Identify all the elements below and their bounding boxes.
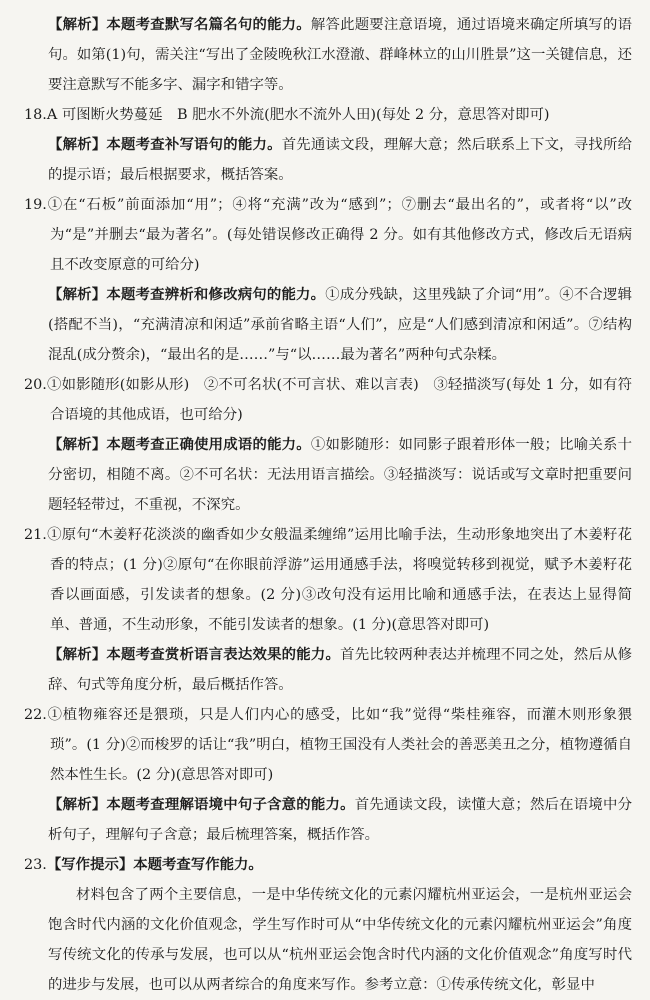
section-tag: 【解析】 [48,437,107,453]
section-tag: 【解析】 [48,137,107,153]
paragraph-text: ①如影随形(如影从形) ②不可名状(不可言状、难以言表) ③轻描淡写(每处 1 分，如有符合语境的其他成语，也可给分) [46,377,632,423]
analysis-paragraph [24,10,632,100]
question-answer [24,520,632,640]
question-number: 23. [24,857,47,873]
question-answer [24,370,632,430]
analysis-heading: 本题考查赏析语言表达效果的能力。 [106,647,341,663]
paragraph-text: ①植物雍容还是猥琐，只是人们内心的感受，比如“我”觉得“柴桂雍容，而灌木则形象猥琐”。(1 分)②而梭罗的话让“我”明白，植物王国没有人类社会的善恶美丑之分，植物遵循自然本性生长。(2 分)(意思答对即可) [46,707,632,783]
question-answer [24,700,632,790]
paragraph-text: 材料包含了两个主要信息，一是中华传统文化的元素闪耀杭州亚运会，一是杭州亚运会饱含时代内涵的文化价值观念，学生写作时可从“中华传统文化的元素闪耀杭州亚运会”角度写传统文化的传承与发展，也可以从“杭州亚运会饱含时代内涵的文化价值观念”角度写时代的进步与发展，也可以从两者综合的角度来写作。参考立意：①传承传统文化，彰显中 [48,887,632,993]
question-number: 18. [24,107,47,123]
question-answer [24,190,632,280]
analysis-paragraph [24,640,632,700]
question-number: 21. [24,527,47,543]
analysis-paragraph [24,280,632,370]
paragraph-text: ①原句“木姜籽花淡淡的幽香如少女般温柔缠绵”运用比喻手法，生动形象地突出了木姜籽花香的特点；(1 分)②原句“在你眼前浮游”运用通感手法，将嗅觉转移到视觉，赋予木姜籽花香以画面感，引发读者的想象。(2 分)③改句没有运用比喻和通感手法，在表达上显得简单、普通，不生动形象，不能引发读者的想象。(1 分)(意思答对即可) [46,527,632,633]
section-tag: 【解析】 [48,287,107,303]
analysis-heading: 本题考查补写语句的能力。 [106,137,282,153]
question-number: 22. [24,707,47,723]
analysis-paragraph [24,790,632,850]
analysis-heading: 本题考查写作能力。 [133,857,263,873]
question-number: 20. [24,377,47,393]
paragraph-text: A 可图断火势蔓延 B 肥水不外流(肥水不流外人田)(每处 2 分，意思答对即可) [46,107,550,123]
paragraph-text: 解答此题要注意语境，通过语境来确定所填写的语句。如第(1)句，需关注“写出了金陵晚秋江水澄澈、群峰林立的山川胜景”这一关键信息，还要注意默写不能多字、漏字和错字等。 [48,17,632,93]
paragraph-text: 首先通读文段，读懂大意；然后在语境中分析句子，理解句子含意；最后梳理答案，概括作答。 [48,797,632,843]
paragraph-text: ①成分残缺，这里残缺了介词“用”。④不合逻辑(搭配不当)，“充满清凉和闲适”承前省略主语“人们”，应是“人们感到清凉和闲适”。⑦结构混乱(成分赘余)，“最出名的是……”与“以……最为著名”两种句式杂糅。 [48,287,632,363]
paragraph-text: ①在“石板”前面添加“用”；④将“充满”改为“感到”；⑦删去“最出名的”，或者将“以”改为“是”并删去“最为著名”。(每处错误修改正确得 2 分。如有其他修改方式，修改后无语病且不改变原意的可给分) [46,197,632,273]
question-answer [24,850,632,880]
analysis-paragraph [24,430,632,520]
section-tag: 【解析】 [48,647,107,663]
question-answer [24,100,632,130]
paragraph-text: ①如影随形：如同影子跟着形体一般；比喻关系十分密切，相随不离。②不可名状：无法用语言描绘。③轻描淡写：说话或写文章时把重要问题轻轻带过，不重视，不深究。 [48,437,632,513]
analysis-paragraph [24,130,632,190]
section-tag: 【解析】 [48,797,107,813]
analysis-heading: 本题考查理解语境中句子含意的能力。 [106,797,355,813]
section-tag: 【写作提示】 [46,857,134,873]
analysis-heading: 本题考查正确使用成语的能力。 [106,437,311,453]
writing-guidance-body [24,880,632,1000]
analysis-heading: 本题考查默写名篇名句的能力。 [106,17,311,33]
analysis-heading: 本题考查辨析和修改病句的能力。 [106,287,326,303]
section-tag: 【解析】 [48,17,107,33]
paragraph-text: 首先比较两种表达并梳理不同之处，然后从修辞、句式等角度分析，最后概括作答。 [48,647,632,693]
paragraph-text: 首先通读文段，理解大意；然后联系上下文，寻找所给的提示语；最后根据要求，概括答案。 [48,137,632,183]
question-number: 19. [24,197,47,213]
